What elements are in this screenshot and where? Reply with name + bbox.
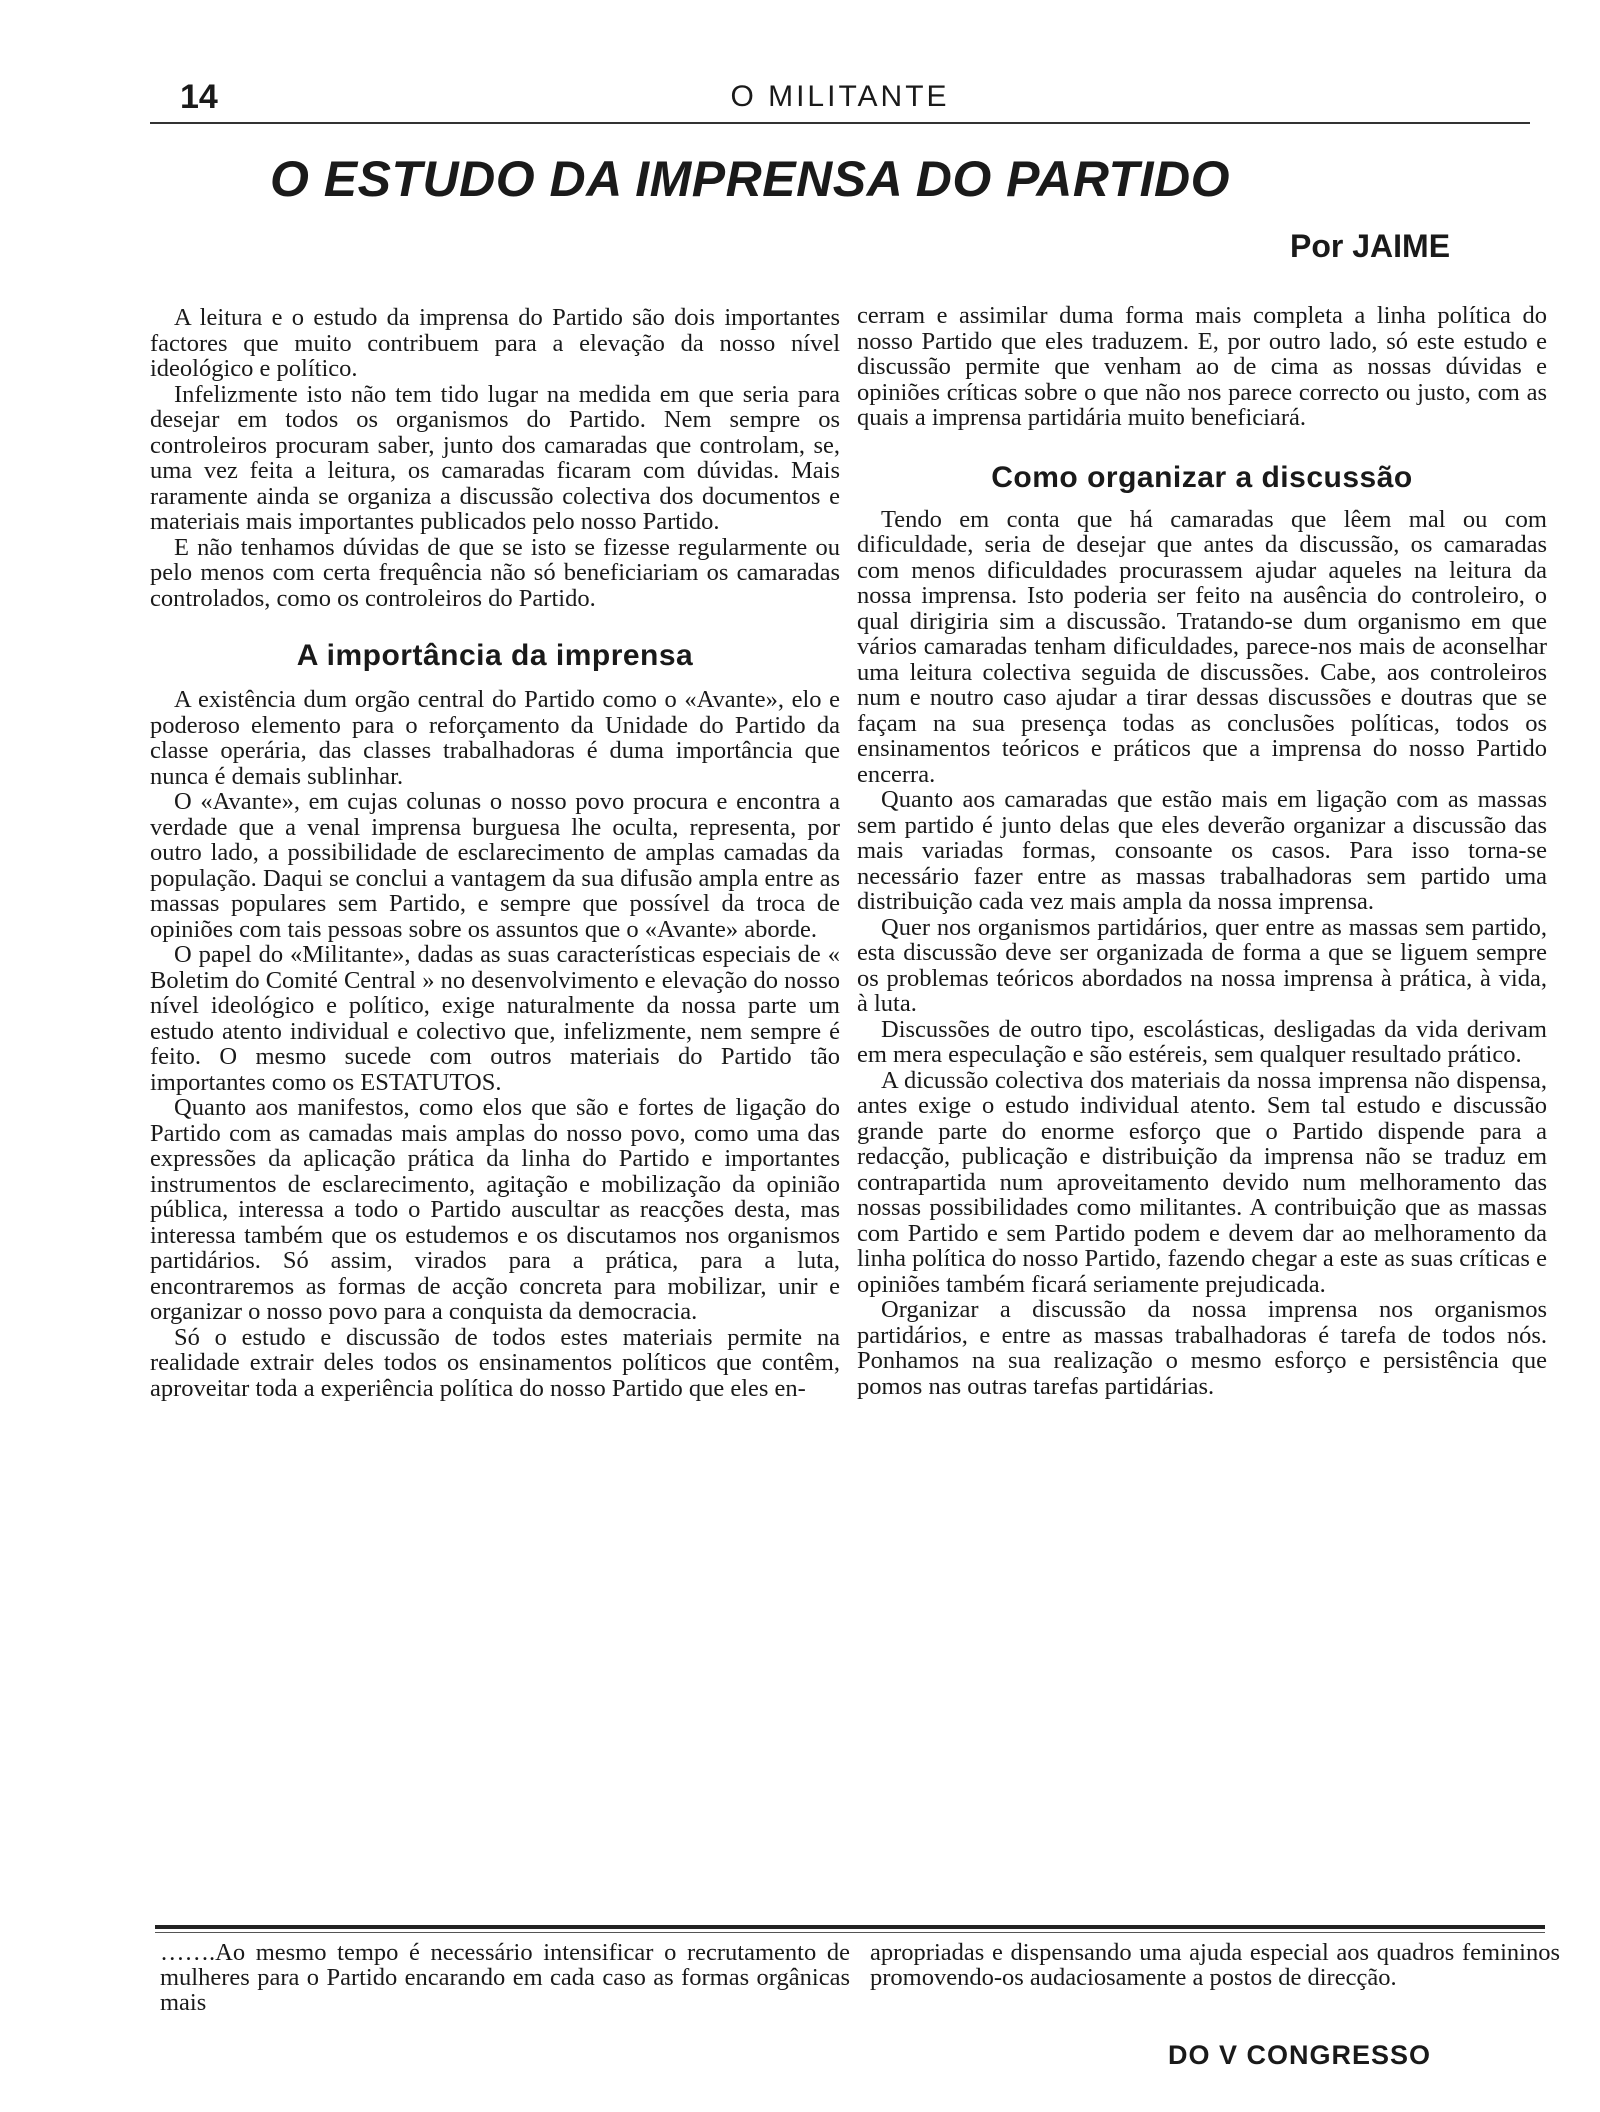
paragraph: Infelizmente isto não tem tido lugar na medida em que seria para desejar em todos os organismos do Partido. Nem sempre os controleiros procuram saber, junto dos camaradas que controlam, se, uma vez feita a leitura, os camaradas ficaram com dúvidas. Mais raramente ainda se organiza a discussão colectiva dos documentos e materiais mais importantes publicados pelo nosso Partido.: [150, 380, 840, 535]
paragraph: A leitura e o estudo da imprensa do Partido são dois importantes factores que muito contribuem para a elevação da nosso nível ideológico e político.: [150, 304, 840, 382]
running-header: [150, 78, 1530, 120]
article-title: O ESTUDO DA IMPRENSA DO PARTIDO: [269, 151, 1230, 207]
paragraph: Quanto aos manifestos, como elos que são e fortes de ligação do Partido com as camadas mais amplas do nosso povo, como uma das expressões da aplicação prática da linha do Partido e importantes instrumentos de esclarecimento, agitação e mobilização da opinião pública, interessa a todo o Partido auscultar as reacções desta, mas interessa também que os estudemos e os discutamos nos organismos partidários. Só assim, virados para a prática, para a luta, encontraremos as formas de acção concreta para mobilizar, unir e organizar o nosso povo para a conquista da democracia.: [150, 1094, 840, 1325]
paragraph: Quanto aos camaradas que estão mais em ligação com as massas sem partido é junto delas que eles deverão organizar a discussão das mais variadas formas, consoante os casos. Para isso torna-se necessário fazer entre as massas trabalhadoras sem partido uma distribuição cada vez mais ampla da nossa imprensa.: [857, 786, 1547, 915]
paragraph: Só o estudo e discussão de todos estes materiais permite na realidade extrair deles todos os ensinamentos políticos que contêm, aproveitar toda a experiência política do nosso Partido que eles en-: [150, 1323, 840, 1402]
footer-quote-text: apropriadas e dispensando uma ajuda especial aos quadros femininos promovendo-os audaciosamente a postos de direcção.: [870, 1939, 1560, 1991]
section-heading: Como organizar a discussão: [991, 460, 1413, 494]
paragraph: Organizar a discussão da nossa imprensa nos organismos partidários, e entre as massas trabalhadoras é tarefa de todos nós. Ponhamos na sua realização o mesmo esforço e persistência que pomos nas outras tarefas partidárias.: [857, 1296, 1547, 1400]
footer-quote-text: …….Ao mesmo tempo é necessário intensificar o recrutamento de mulheres para o Partido encarando em cada caso as formas orgânicas mais: [160, 1939, 850, 2016]
footer-quote-left: [160, 1940, 850, 2015]
footer-quote-source: DO V CONGRESSO: [1168, 2040, 1432, 2070]
article-byline: Por JAIME: [1290, 228, 1451, 264]
paragraph: cerram e assimilar duma forma mais completa a linha política do nosso Partido que eles traduzem. E, por outro lado, só este estudo e discussão permite que venham ao de cima as nossas dúvidas e opiniões críticas sobre o que não nos parece correcto ou justo, com as quais a imprensa partidária muito beneficiará.: [857, 302, 1547, 431]
page-number: 14: [180, 78, 218, 116]
paragraph: E não tenhamos dúvidas de que se isto se fizesse regularmente ou pelo menos com certa frequência não só beneficiariam os camaradas controlados, como os controleiros do Partido.: [150, 533, 840, 612]
left-column: [150, 305, 840, 1401]
journal-name: O MILITANTE: [730, 80, 950, 113]
footer-rule-thin: [155, 1932, 1545, 1933]
paragraph: O papel do «Militante», dadas as suas características especiais de « Boletim do Comité Central » no desenvolvimento e elevação do nosso nível ideológico e político, exige naturalmente da nossa parte um estudo atento individual e colectivo que, infelizmente, nem sempre é feito. O mesmo sucede com outros materiais do Partido tão importantes como os ESTATUTOS.: [150, 941, 840, 1096]
footer-rule: [155, 1925, 1545, 1929]
paragraph: Discussões de outro tipo, escolásticas, desligadas da vida derivam em mera especulação e são estéreis, sem qualquer resultado prático.: [857, 1015, 1547, 1068]
section-heading: A importância da imprensa: [296, 639, 694, 672]
right-column: [857, 303, 1547, 1399]
header-rule: [150, 122, 1530, 124]
paragraph: Quer nos organismos partidários, quer entre as massas sem partido, esta discussão deve ser organizada de forma a que se liguem sempre os problemas teóricos abordados na nossa imprensa à prática, à vida, à luta.: [857, 913, 1547, 1017]
paragraph: A existência dum orgão central do Partido como o «Avante», elo e poderoso elemento para o reforçamento da Unidade do Partido da classe operária, das classes trabalhadoras é duma importância que nunca é demais sublinhar.: [150, 686, 840, 790]
paragraph: A dicussão colectiva dos materiais da nossa imprensa não dispensa, antes exige o estudo individual atento. Sem tal estudo e discussão grande parte do enorme esforço que o Partido dispende para a redacção, publicação e distribuição da imprensa não se traduz em contrapartida num aproveitamento devido num melhoramento das nossas possibilidades como militantes. A contribuição que as massas com Partido e sem Partido podem e devem dar ao melhoramento da linha política do nosso Partido, fazendo chegar a este as suas críticas e opiniões também ficará seriamente prejudicada.: [857, 1066, 1547, 1298]
paragraph: Tendo em conta que há camaradas que lêem mal ou com dificuldade, seria de desejar que antes da discussão, os camaradas com menos dificuldades procurassem ajudar aqueles na leitura da nossa imprensa. Isto poderia ser feito na ausência do controleiro, o qual dirigiria sim a discussão. Tratando-se dum organismo em que vários camaradas tenham dificuldades, parece-nos mais de aconselhar uma leitura colectiva seguida de discussões. Cabe, aos controleiros num e noutro caso ajudar a tirar dessas discussões e doutras que se façam na sua presença todas as conclusões políticas, todos os ensinamentos teóricos e práticos que a imprensa do nosso Partido encerra.: [857, 505, 1547, 788]
paragraph: O «Avante», em cujas colunas o nosso povo procura e encontra a verdade que a venal imprensa burguesa lhe oculta, representa, por outro lado, a possibilidade de esclarecimento de amplas camadas da população. Daqui se conclui a vantagem da sua difusão ampla entre as massas populares sem Partido, e sempre que possível da troca de opiniões com tais pessoas sobre os assuntos que o «Avante» aborde.: [150, 788, 840, 943]
footer-quote-right: [870, 1940, 1560, 1990]
